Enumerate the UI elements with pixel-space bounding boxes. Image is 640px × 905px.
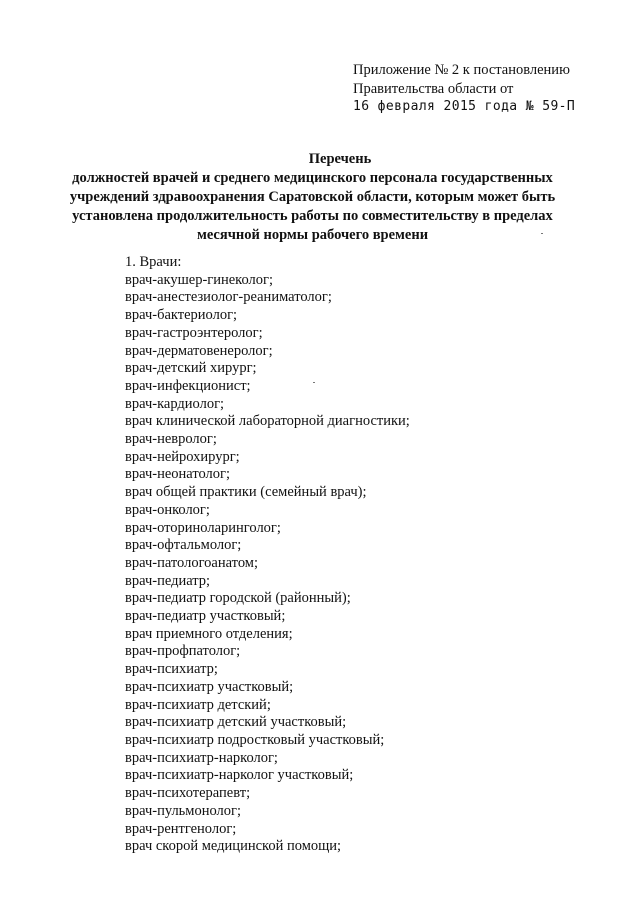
- list-item: врач-педиатр городской (районный);: [125, 590, 351, 607]
- appendix-line-1: Приложение № 2 к постановлению: [353, 62, 570, 78]
- appendix-note: [353, 61, 623, 116]
- list-item: врач-бактериолог;: [125, 307, 238, 324]
- scan-speck: [313, 382, 315, 383]
- list-item: врач-инфекционист;: [125, 377, 251, 394]
- list-item: врач-психиатр участковый;: [125, 678, 294, 695]
- list-item: врач-рентгенолог;: [125, 820, 237, 837]
- list-item: врач-психиатр детский;: [125, 696, 271, 713]
- list-item: врач-онколог;: [125, 501, 210, 518]
- list-item: врач клинической лабораторной диагностики;: [125, 413, 410, 430]
- list-item: врач-неонатолог;: [125, 466, 231, 483]
- list-item: врач-психиатр-нарколог;: [125, 749, 278, 766]
- appendix-date-stamp: 16 февраля 2015 года № 59-П: [353, 99, 576, 114]
- document-heading: [40, 150, 640, 245]
- list-item: врач-психиатр;: [125, 661, 218, 678]
- list-item: врач-педиатр;: [125, 572, 211, 589]
- document-subtitle: должностей врачей и среднего медицинского персонала государственных учреждений здравоохранения Саратовской области, которым может быть установлена продолжительность работы по совместительству в пределах месячной нормы рабочего времени: [69, 170, 556, 243]
- list-item: врач-психотерапевт;: [125, 785, 251, 802]
- list-item: врач-нейрохирург;: [125, 448, 240, 465]
- list-item: врач-психиатр подростковый участковый;: [125, 731, 385, 748]
- list-item: врач-невролог;: [125, 431, 217, 448]
- appendix-line-2: Правительства области от: [353, 81, 514, 97]
- list-item: врач общей практики (семейный врач);: [125, 484, 367, 501]
- list-item: врач-акушер-гинеколог;: [125, 271, 274, 288]
- scan-speck: [541, 233, 543, 234]
- list-item: врач-профпатолог;: [125, 643, 241, 660]
- list-item: врач-детский хирург;: [125, 360, 257, 377]
- list-item: врач-психиатр детский участковый;: [125, 714, 347, 731]
- list-item: врач-педиатр участковый;: [125, 608, 286, 625]
- list-item: врач-анестезиолог-реаниматолог;: [125, 289, 332, 306]
- list-item: врач-оториноларинголог;: [125, 519, 281, 536]
- list-item: врач-офтальмолог;: [125, 537, 242, 554]
- list-item: врач-психиатр-нарколог участковый;: [125, 767, 354, 784]
- list-item: врач-кардиолог;: [125, 395, 225, 412]
- list-item: врач приемного отделения;: [125, 625, 293, 642]
- list-item: врач-дерматовенеролог;: [125, 342, 273, 359]
- positions-list: [125, 254, 605, 856]
- list-item: врач-гастроэнтеролог;: [125, 324, 263, 341]
- list-item: врач скорой медицинской помощи;: [125, 838, 342, 855]
- list-item: врач-патологоанатом;: [125, 554, 258, 571]
- list-item: врач-пульмонолог;: [125, 802, 241, 819]
- document-title: Перечень: [308, 151, 372, 167]
- section-title: 1. Врачи:: [125, 254, 182, 270]
